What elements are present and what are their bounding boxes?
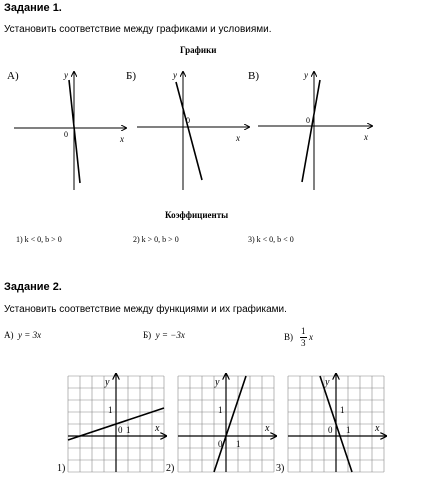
graph-3 xyxy=(276,374,386,474)
graphs-heading: Графики xyxy=(180,45,217,55)
graph-v-label: В) xyxy=(248,70,259,82)
coefficient-3: 3) k < 0, b < 0 xyxy=(248,235,294,244)
function-b-formula: y = −3x xyxy=(155,330,185,340)
graph-b-y-label: y xyxy=(173,70,177,80)
graph-2-origin: 0 xyxy=(218,439,223,449)
graph-2-y-label: y xyxy=(215,377,220,388)
graph-1-one-y: 1 xyxy=(108,405,113,415)
function-a-formula: y = 3x xyxy=(18,330,42,340)
graph-1 xyxy=(57,374,166,474)
graph-3-label: 3) xyxy=(276,463,285,474)
task1-instruction: Установить соответствие между графиками и условиями. xyxy=(4,24,272,35)
coefficients-heading: Коэффициенты xyxy=(165,210,229,220)
graph-3-y-label: y xyxy=(325,377,330,388)
graph-2-x-label: x xyxy=(265,423,270,434)
graph-v-x-label: x xyxy=(364,132,368,142)
coefficient-2: 2) k > 0, b > 0 xyxy=(133,235,179,244)
graph-2-one-y: 1 xyxy=(218,405,223,415)
graph-1-origin: 0 xyxy=(118,425,123,435)
graph-2 xyxy=(166,374,276,474)
graph-3-one-y: 1 xyxy=(340,405,345,415)
graph-1-x-label: x xyxy=(155,423,160,434)
graph-3-x-label: x xyxy=(375,423,380,434)
graph-a-origin: 0 xyxy=(64,130,68,139)
graph-1-one-x: 1 xyxy=(126,425,131,435)
graph-b-origin: 0 xyxy=(186,116,190,125)
graph-1-label: 1) xyxy=(57,463,66,474)
task2-instruction: Установить соответствие между функциями и их графиками. xyxy=(4,304,287,315)
graph-v-origin: 0 xyxy=(306,116,310,125)
graph-v-y-label: y xyxy=(304,70,308,80)
coefficient-1: 1) k < 0, b > 0 xyxy=(16,235,62,244)
function-v-denominator: 3 xyxy=(301,338,306,348)
function-v-label: В) xyxy=(284,332,293,342)
task2-title: Задание 2. xyxy=(4,281,62,293)
task1-title: Задание 1. xyxy=(4,2,62,14)
graph-3-one-x: 1 xyxy=(346,425,351,435)
graph-a-label: А) xyxy=(7,70,19,82)
graph-2-label: 2) xyxy=(166,463,175,474)
graph-3-origin: 0 xyxy=(328,425,333,435)
function-v-var: x xyxy=(309,332,313,342)
function-a-label: А) xyxy=(4,330,14,340)
graph-a-y-label: y xyxy=(64,70,68,80)
function-b-label: Б) xyxy=(143,330,152,340)
graph-b-x-label: x xyxy=(236,133,240,143)
function-v-numerator: 1 xyxy=(301,326,306,336)
graph-b-label: Б) xyxy=(126,70,136,82)
graph-1-y-label: y xyxy=(105,377,110,388)
graph-2-one-x: 1 xyxy=(236,439,241,449)
graph-a-x-label: x xyxy=(120,134,124,144)
